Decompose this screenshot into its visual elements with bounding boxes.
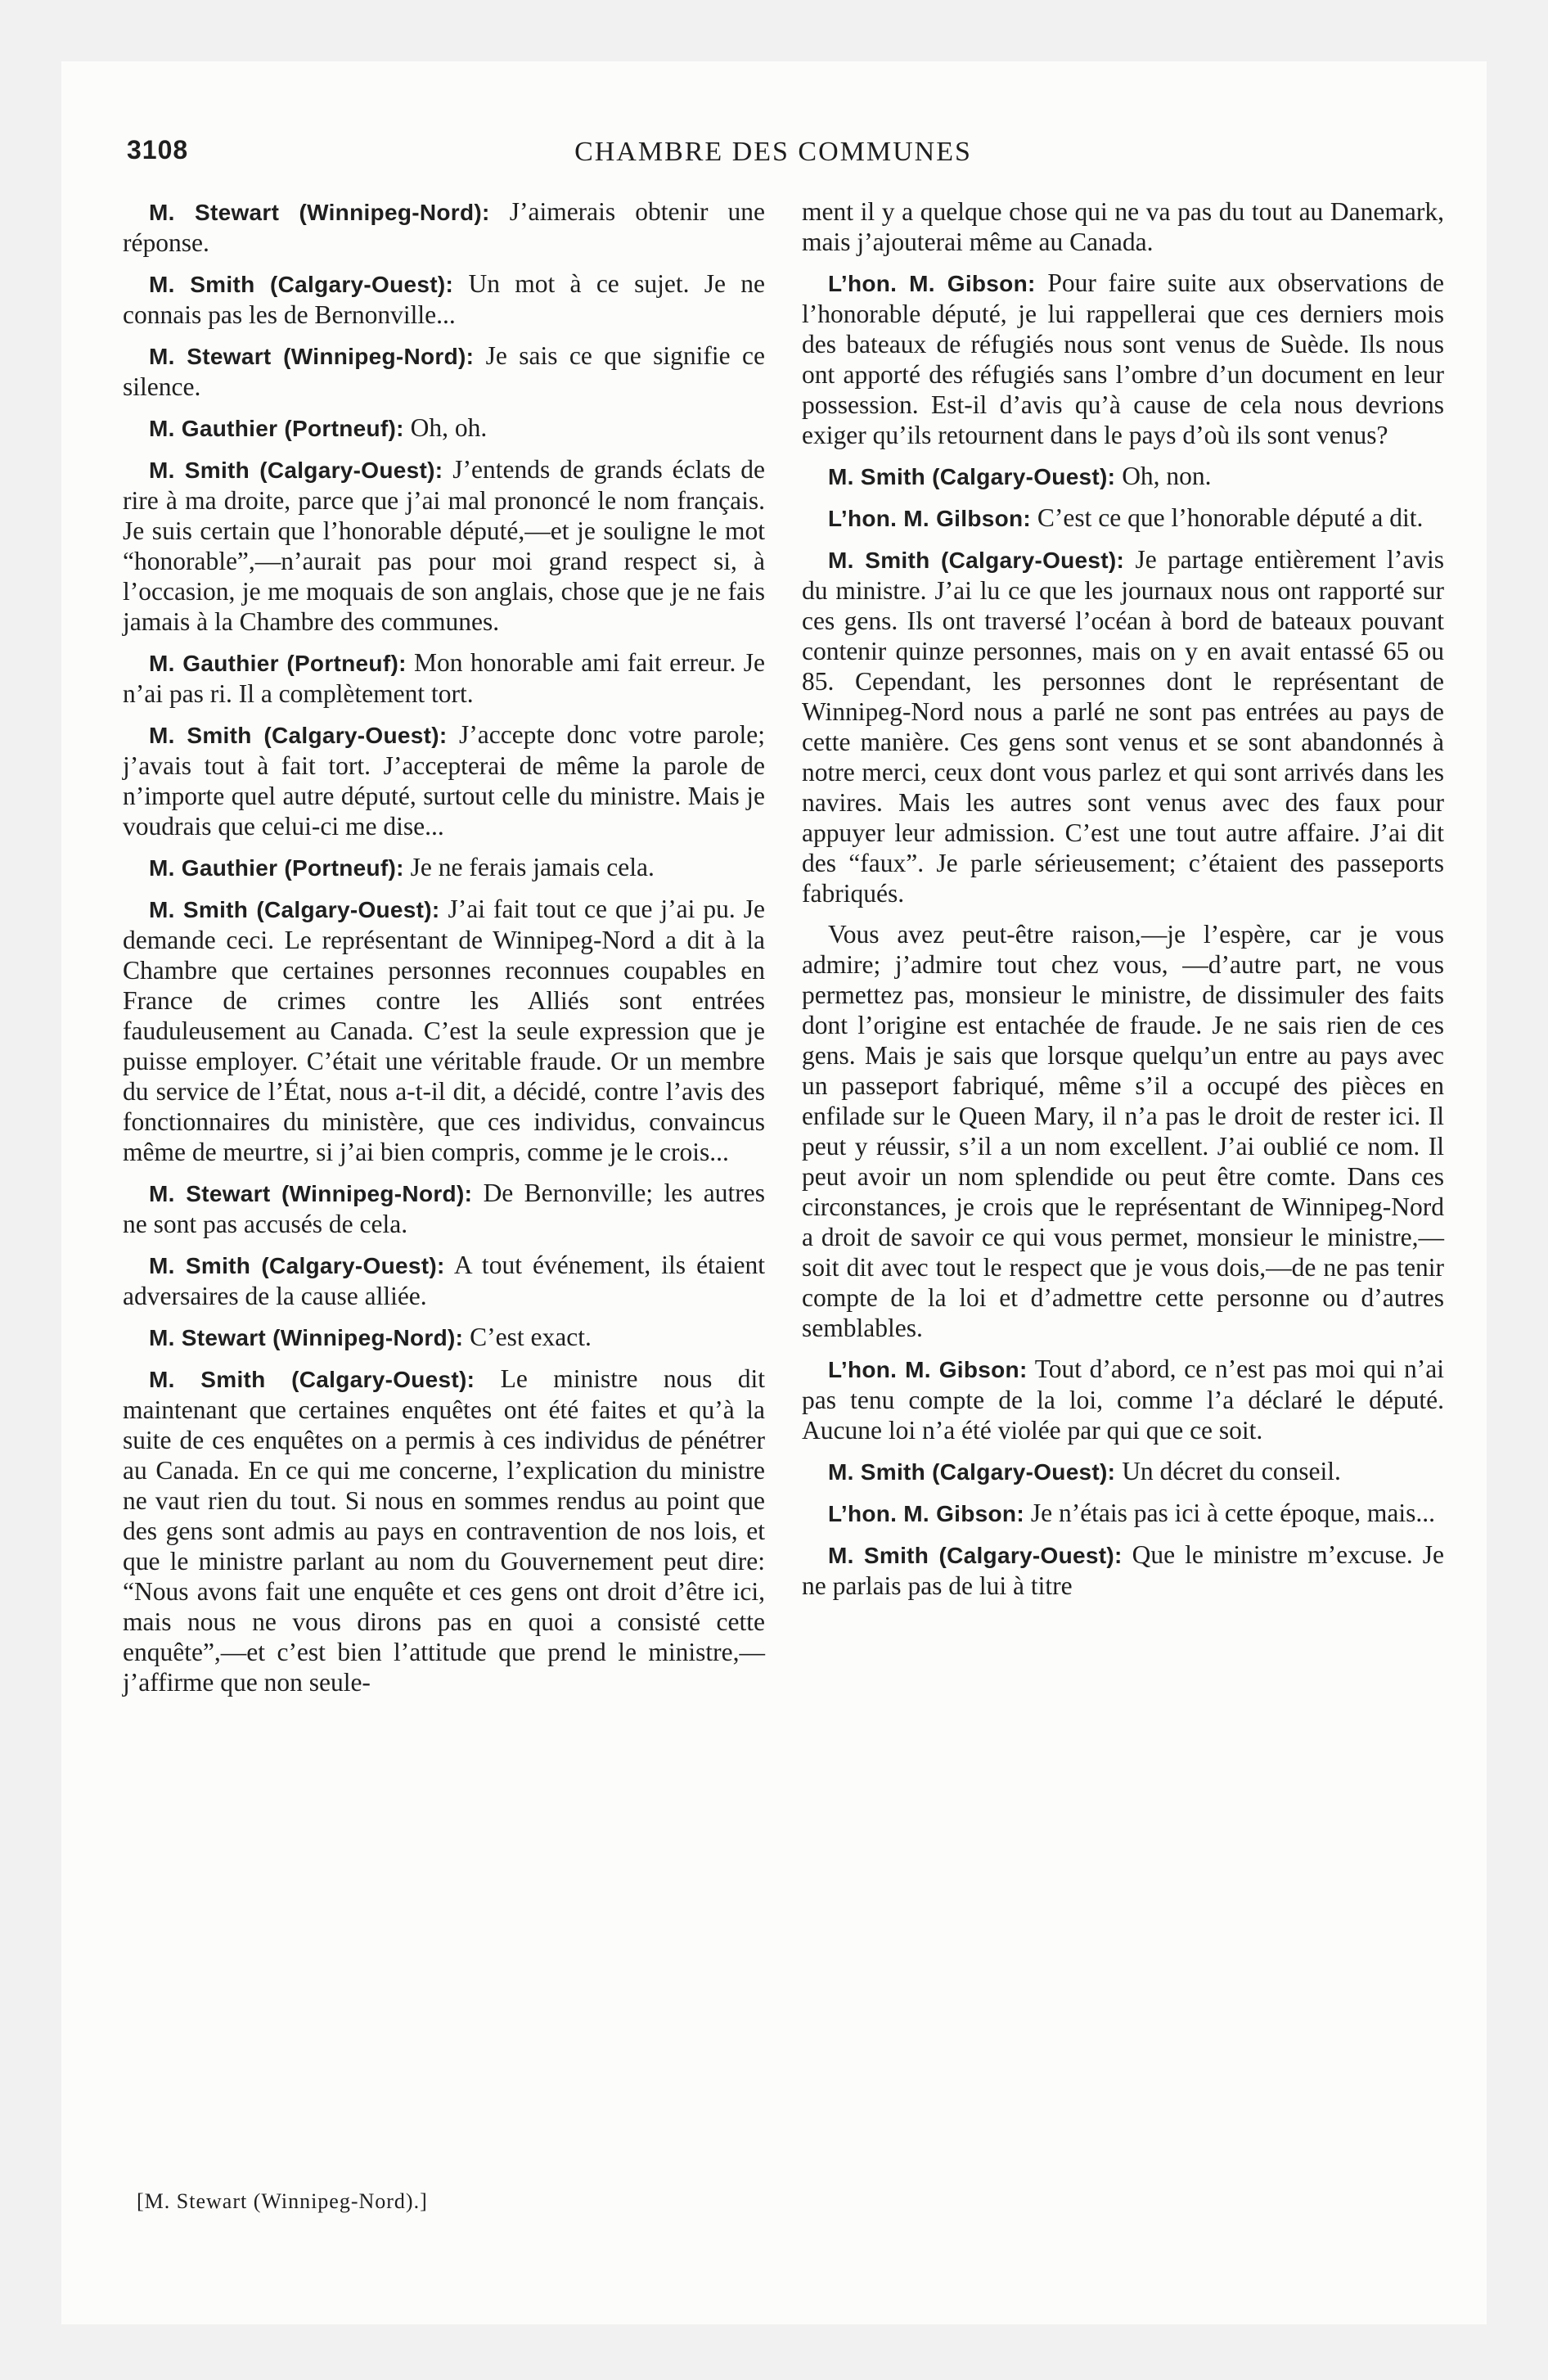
document-page <box>61 61 1487 2324</box>
speaker-name: M. Smith (Calgary-Ouest): <box>149 1367 475 1392</box>
speaker-name: M. Smith (Calgary-Ouest): <box>828 464 1116 489</box>
speaker-name: M. Smith (Calgary-Ouest): <box>149 272 454 297</box>
paragraph-text: ment il y a quelque chose qui ne va pas du tout au Danemark, mais j’ajouterai même au Canada. <box>802 197 1444 256</box>
speaker-name: M. Stewart (Winnipeg-Nord): <box>149 1325 464 1350</box>
paragraph <box>123 1322 765 1353</box>
speaker-name: M. Smith (Calgary-Ouest): <box>149 897 440 922</box>
speaker-name: M. Smith (Calgary-Ouest): <box>149 458 443 483</box>
speaker-name: M. Smith (Calgary-Ouest): <box>828 1459 1116 1485</box>
paragraph <box>123 454 765 637</box>
paragraph <box>123 852 765 883</box>
paragraph <box>802 1539 1444 1601</box>
paragraph-text: Vous avez peut-être raison,—je l’espère, car je vous admire; j’admire tout chez vous, —d’autre part, ne vous permettez pas, monsieur le ministre, de dissimuler des faits dont l’origine est entachée de fraude. Je ne sais rien de ces gens. Mais je sais que lorsque quelqu’un entre au pays avec un passeport fabriqué, même s’il a occupé des pièces en enfilade sur le Queen Mary, il n’a pas le droit de rester ici. Il peut y réussir, s’il a un nom excellent. J’ai oublié ce nom. Il peut avoir un nom splendide ou peut être comte. Dans ces circonstances, je crois que le représentant de Winnipeg-Nord a droit de savoir ce qui vous permet, monsieur le ministre,—soit dit avec tout le respect que je vous dois,—de ne pas tenir compte de la loi et d’admettre cette personne ou d’autres semblables. <box>802 920 1444 1342</box>
paragraph <box>802 503 1444 534</box>
speaker-name: M. Smith (Calgary-Ouest): <box>149 723 448 748</box>
speaker-name: L’hon. M. Gibson: <box>828 1501 1024 1526</box>
paragraph-text: Je sais ce que signifie ce silence. <box>123 341 765 401</box>
right-column <box>802 196 1444 1611</box>
left-column <box>123 196 765 1708</box>
paragraph-text: Oh, oh. <box>410 413 488 442</box>
speaker-name: M. Gauthier (Portneuf): <box>149 855 404 881</box>
speaker-name: M. Smith (Calgary-Ouest): <box>828 548 1125 573</box>
paragraph-text: J’accepte donc votre parole; j’avais tout à fait tort. J’accepterai de même la parole de n’importe quel autre député, surtout celle du ministre. Mais je voudrais que celui-ci me dise... <box>123 720 765 841</box>
paragraph <box>802 268 1444 450</box>
paragraph <box>123 1178 765 1239</box>
paragraph <box>802 1456 1444 1487</box>
paragraph-text: J’aimerais obtenir une réponse. <box>123 197 766 257</box>
paragraph-text: Le ministre nous dit maintenant que certaines enquêtes ont été faites et qu’à la suite de ces enquêtes on a permis à ces individus de pénétrer au Canada. En ce qui me concerne, l’explication du ministre ne vaut rien du tout. Si nous en sommes rendus au point que des gens sont admis au pays en contravention de nos lois, et que le ministre parlant au nom du Gouvernement peut dire: “Nous avons fait une enquête et ces gens ont droit d’être ici, mais nous ne vous dirons pas en quoi a consisté cette enquête”,—et c’est bien l’attitude que prend le ministre,—j’affirme que non seule- <box>123 1364 765 1697</box>
paragraph <box>123 1250 765 1311</box>
paragraph <box>123 647 765 709</box>
paragraph <box>123 719 765 841</box>
page-header <box>127 135 1420 184</box>
paragraph-text: Que le ministre m’excuse. Je ne parlais pas de lui à titre <box>802 1540 1444 1600</box>
speaker-name: L’hon. M. Gibson: <box>828 1357 1028 1382</box>
paragraph <box>123 412 765 444</box>
paragraph-text: Mon honorable ami fait erreur. Je n’ai pas ri. Il a complètement tort. <box>123 648 765 708</box>
paragraph-text: Oh, non. <box>1122 462 1212 490</box>
paragraph-text: Je ne ferais jamais cela. <box>410 853 655 881</box>
paragraph <box>123 340 765 402</box>
paragraph-text: Tout d’abord, ce n’est pas moi qui n’ai pas tenu compte de la loi, comme l’a déclaré le député. Aucune loi n’a été violée par qui que ce soit. <box>802 1355 1445 1445</box>
speaker-name: M. Stewart (Winnipeg-Nord): <box>149 200 490 225</box>
speaker-name: L’hon. M. Gibson: <box>828 271 1036 296</box>
paragraph-text: Pour faire suite aux observations de l’honorable député, je lui rappellerai que ces derniers mois des bateaux de réfugiés nous sont venus de Suède. Ils nous ont apporté des réfugiés sans l’ombre d’un document en leur possession. Est-il d’avis qu’à cause de cela nous devrions exiger qu’ils retournent dans le pays d’où ils sont venus? <box>802 268 1444 449</box>
paragraph-text: C’est ce que l’honorable député a dit. <box>1037 503 1424 532</box>
paragraph <box>802 1354 1444 1445</box>
paragraph-text: Un mot à ce sujet. Je ne connais pas les de Bernonville... <box>123 269 765 329</box>
paragraph <box>123 894 765 1167</box>
running-title: CHAMBRE DES COMMUNES <box>574 137 972 167</box>
paragraph <box>802 461 1444 492</box>
footer-speaker-note: [M. Stewart (Winnipeg-Nord).] <box>137 2189 428 2213</box>
paragraph-text: A tout événement, ils étaient adversaires de la cause alliée. <box>123 1251 766 1310</box>
paragraph-text: Je n’étais pas ici à cette époque, mais... <box>1030 1499 1436 1527</box>
paragraph <box>802 544 1444 908</box>
paragraph-continuation <box>802 196 1444 257</box>
paragraph <box>123 268 765 330</box>
paragraph <box>123 1364 765 1697</box>
speaker-name: M. Stewart (Winnipeg-Nord): <box>149 344 475 369</box>
paragraph <box>802 1498 1444 1529</box>
speaker-name: M. Stewart (Winnipeg-Nord): <box>149 1181 473 1206</box>
paragraph <box>802 919 1444 1343</box>
speaker-name: M. Smith (Calgary-Ouest): <box>828 1543 1123 1568</box>
paragraph <box>123 196 765 258</box>
speaker-name: M. Gauthier (Portneuf): <box>149 651 407 676</box>
paragraph-text: C’est exact. <box>470 1323 592 1351</box>
page-number: 3108 <box>127 135 189 165</box>
speaker-name: M. Gauthier (Portneuf): <box>149 416 404 441</box>
paragraph-text: J’entends de grands éclats de rire à ma droite, parce que j’ai mal prononcé le nom français. Je suis certain que l’honorable député,—et je souligne le mot “honorable”,—n’aurait pas pour moi grand respect si, à l’occasion, je me moquais de son anglais, chose que je ne fais jamais à la Chambre des communes. <box>123 455 766 636</box>
paragraph-text: Je partage entièrement l’avis du ministre. J’ai lu ce que les journaux nous ont rapporté sur ces gens. Ils ont traversé l’océan à bord de bateaux pouvant contenir quinze personnes, mais on y en avait entassé 65 ou 85. Cependant, les personnes dont le représentant de Winnipeg-Nord nous a parlé ne sont pas entrées au pays de cette manière. Ces gens sont venus et se sont abandonnés à notre merci, ceux dont vous parlez et qui sont arrivés dans les navires. Mais les autres sont venus avec des faux pour appuyer leur admission. C’est une tout autre affaire. J’ai dit des “faux”. Je parle sérieusement; c’étaient des passeports fabriqués. <box>802 545 1444 908</box>
speaker-name: L’hon. M. Gilbson: <box>828 506 1032 531</box>
paragraph-text: De Bernonville; les autres ne sont pas accusés de cela. <box>123 1179 766 1238</box>
speaker-name: M. Smith (Calgary-Ouest): <box>149 1253 445 1278</box>
paragraph-text: J’ai fait tout ce que j’ai pu. Je demande ceci. Le représentant de Winnipeg-Nord a dit à la Chambre que certaines personnes reconnues coupables en France de crimes contre les Alliés sont entrées fauduleusement au Canada. C’est la seule expression que je puisse employer. C’était une véritable fraude. Or un membre du service de l’État, nous a-t-il dit, a décidé, contre l’avis des fonctionnaires du ministère, que ces individus, convaincus même de meurtre, si j’ai bien compris, comme je le crois... <box>123 895 765 1166</box>
paragraph-text: Un décret du conseil. <box>1122 1457 1341 1485</box>
